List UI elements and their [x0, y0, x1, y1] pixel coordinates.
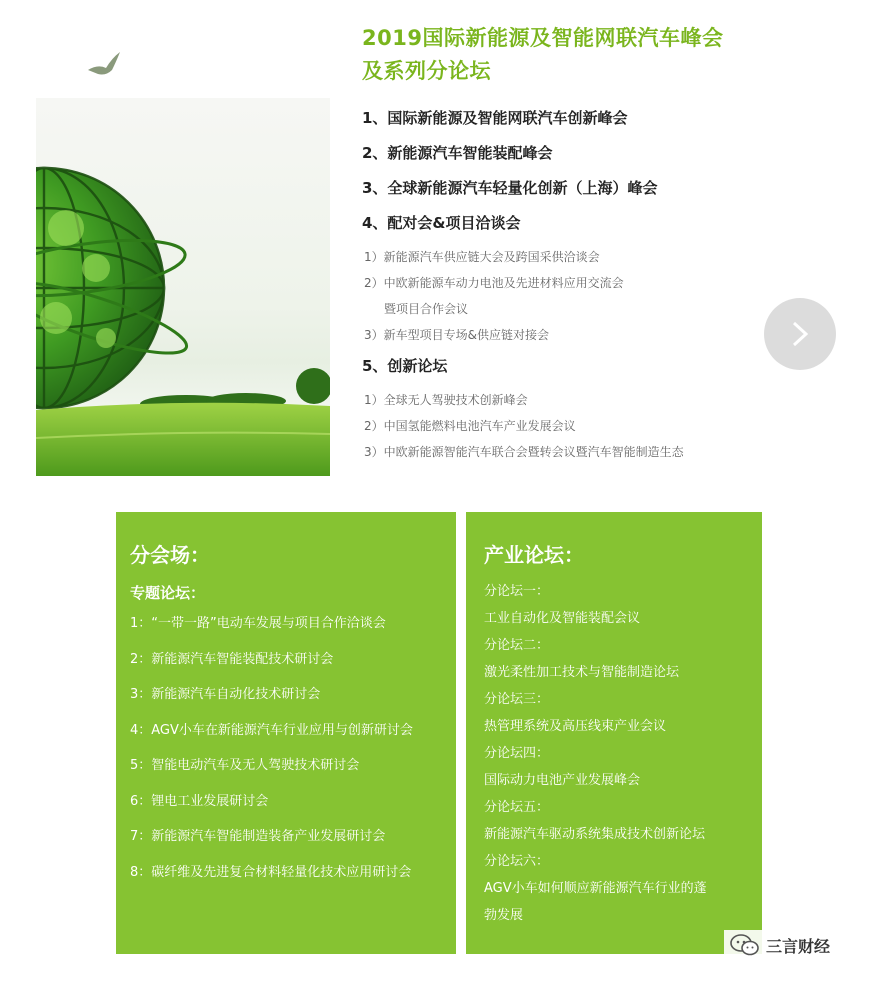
- forum-5-sub-3: 3）中欧新能源智能汽车联合会暨转会议暨汽车智能制造生态: [364, 445, 684, 459]
- forum-name: 国际动力电池产业发展峰会: [484, 773, 641, 788]
- forum-item-5: 5、创新论坛: [362, 357, 448, 375]
- sub-venue-heading: 分会场：: [130, 543, 210, 567]
- industry-forum-heading: 产业论坛：: [484, 543, 584, 567]
- hero-globe-image: [36, 98, 330, 476]
- topic-forum-item: 2：新能源汽车智能装配技术研讨会: [130, 651, 334, 667]
- bird-icon: [86, 50, 124, 80]
- forum-label: 分论坛三：: [484, 692, 550, 707]
- topic-forum-item: 8：碳纤维及先进复合材料轻量化技术应用研讨会: [130, 864, 412, 880]
- industry-forum-list: [484, 578, 762, 929]
- forum-4-sub-2: 2）中欧新能源车动力电池及先进材料应用交流会: [364, 276, 624, 290]
- topic-forum-item: 7：新能源汽车智能制造装备产业发展研讨会: [130, 829, 386, 844]
- watermark-text: 三言财经: [766, 936, 831, 956]
- next-slide-button[interactable]: [764, 298, 836, 370]
- forum-name: 热管理系统及高压线束产业会议: [484, 719, 667, 734]
- forum-list: [362, 104, 782, 465]
- topic-forum-heading: 专题论坛：: [130, 584, 206, 602]
- forum-item-1: 1、国际新能源及智能网联汽车创新峰会: [362, 109, 628, 127]
- globe-illustration: [36, 98, 330, 476]
- forum-label: 分论坛一：: [484, 584, 550, 599]
- topic-forum-item: 3：新能源汽车自动化技术研讨会: [130, 687, 321, 702]
- forum-label: 分论坛二：: [484, 638, 550, 653]
- chevron-right-icon: [788, 320, 812, 348]
- forum-label: 分论坛四：: [484, 746, 550, 761]
- forum-5-sub-1: 1）全球无人驾驶技术创新峰会: [364, 393, 528, 407]
- topic-forum-item: 1：“一带一路”电动车发展与项目合作洽谈会: [130, 616, 386, 631]
- forum-name-cont: 勃发展: [484, 908, 524, 923]
- wechat-icon: [730, 933, 760, 957]
- forum-name: 新能源汽车驱动系统集成技术创新论坛: [484, 827, 706, 842]
- forum-name: 工业自动化及智能装配会议: [484, 611, 641, 626]
- forum-item-3: 3、全球新能源汽车轻量化创新（上海）峰会: [362, 179, 658, 197]
- topic-forum-list: [130, 606, 456, 890]
- forum-name: 激光柔性加工技术与智能制造论坛: [484, 665, 680, 680]
- forum-name: AGV小车如何顺应新能源汽车行业的蓬: [484, 881, 707, 896]
- forum-5-sub-2: 2）中国氢能燃料电池汽车产业发展会议: [364, 419, 576, 433]
- event-title: [362, 22, 782, 88]
- forum-item-4: 4、配对会&项目洽谈会: [362, 214, 521, 232]
- forum-item-2: 2、新能源汽车智能装配峰会: [362, 144, 553, 162]
- forum-4-sub-2-cont: 暨项目合作会议: [384, 302, 469, 316]
- forum-label: 分论坛五：: [484, 800, 550, 815]
- topic-forum-item: 4：AGV小车在新能源汽车行业应用与创新研讨会: [130, 722, 413, 738]
- forum-4-sub-3: 3）新车型项目专场&供应链对接会: [364, 328, 549, 342]
- forum-4-sub-1: 1）新能源汽车供应链大会及跨国采供洽谈会: [364, 250, 600, 264]
- event-title-line1: 2019国际新能源及智能网联汽车峰会: [362, 26, 724, 50]
- sub-venue-panel: [116, 512, 456, 954]
- industry-forum-panel: [466, 512, 762, 954]
- topic-forum-item: 5：智能电动汽车及无人驾驶技术研讨会: [130, 758, 360, 773]
- forum-label: 分论坛六：: [484, 854, 550, 869]
- event-title-line2: 及系列分论坛: [362, 59, 491, 83]
- watermark: [724, 930, 836, 960]
- topic-forum-item: 6：锂电工业发展研讨会: [130, 793, 269, 809]
